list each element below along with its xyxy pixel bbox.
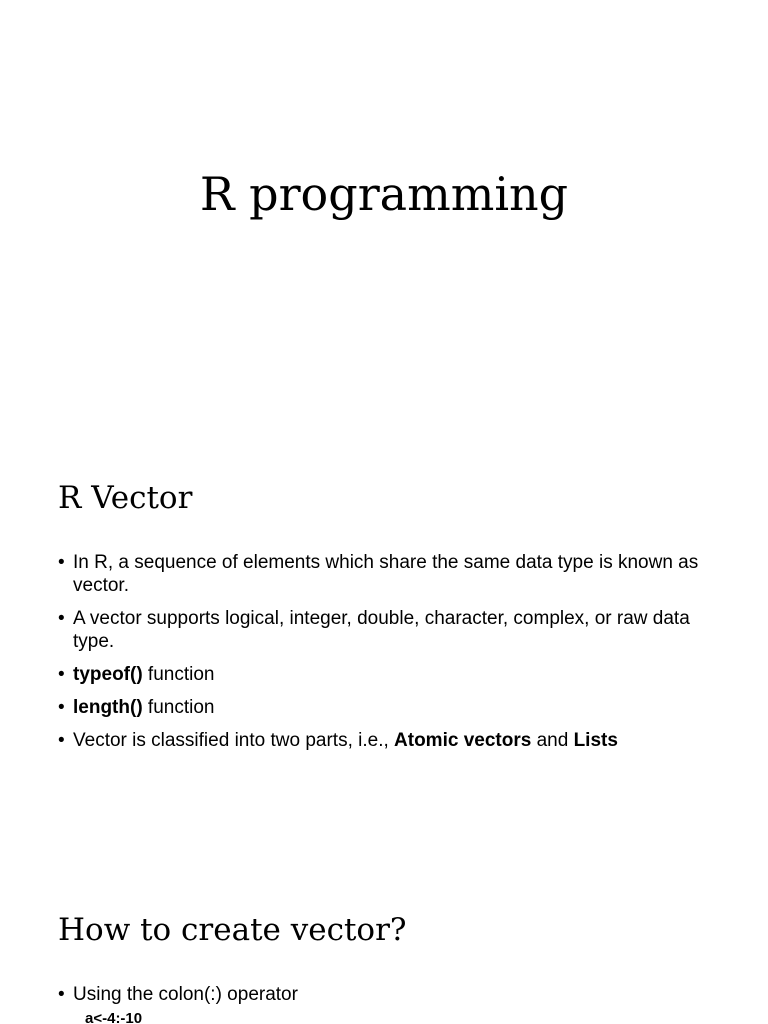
slide-r-vector [0, 432, 768, 864]
code-example: a<-4:-10 [85, 1010, 143, 1024]
bullet-bold-text: Atomic vectors [394, 730, 532, 751]
bullet-bold-text: typeof() [73, 664, 143, 685]
title-slide [0, 0, 768, 432]
bullet-text: function [142, 697, 215, 718]
bullet-text: Using the colon(:) operator [73, 984, 298, 1005]
bullet-text: and [531, 730, 574, 751]
bullet-item [58, 729, 718, 752]
bullet-bold-text: Lists [573, 730, 618, 751]
slide-heading-r-vector: R Vector [58, 480, 193, 516]
bullet-bold-text: length() [73, 697, 143, 718]
bullet-item [58, 663, 718, 686]
r-vector-bullet-list [58, 551, 718, 762]
slide-create-vector [0, 864, 768, 1024]
slide-heading-create-vector: How to create vector? [58, 912, 407, 948]
bullet-text: function [142, 664, 215, 685]
bullet-text: In R, a sequence of elements which share the same data type is known as vector. [73, 552, 699, 596]
bullet-item [58, 607, 718, 653]
presentation-title: R programming [199, 167, 569, 221]
bullet-dot-icon: • [58, 664, 65, 685]
bullet-dot-icon: • [58, 984, 65, 1005]
bullet-text: Vector is classified into two parts, i.e., [73, 730, 395, 751]
bullet-dot-icon: • [58, 730, 65, 751]
bullet-item [58, 983, 718, 1006]
bullet-dot-icon: • [58, 608, 65, 629]
bullet-dot-icon: • [58, 697, 65, 718]
create-vector-bullet-list [58, 983, 718, 1016]
bullet-item [58, 551, 718, 597]
bullet-dot-icon: • [58, 552, 65, 573]
bullet-item [58, 696, 718, 719]
bullet-text: A vector supports logical, integer, double, character, complex, or raw data type. [73, 608, 690, 652]
